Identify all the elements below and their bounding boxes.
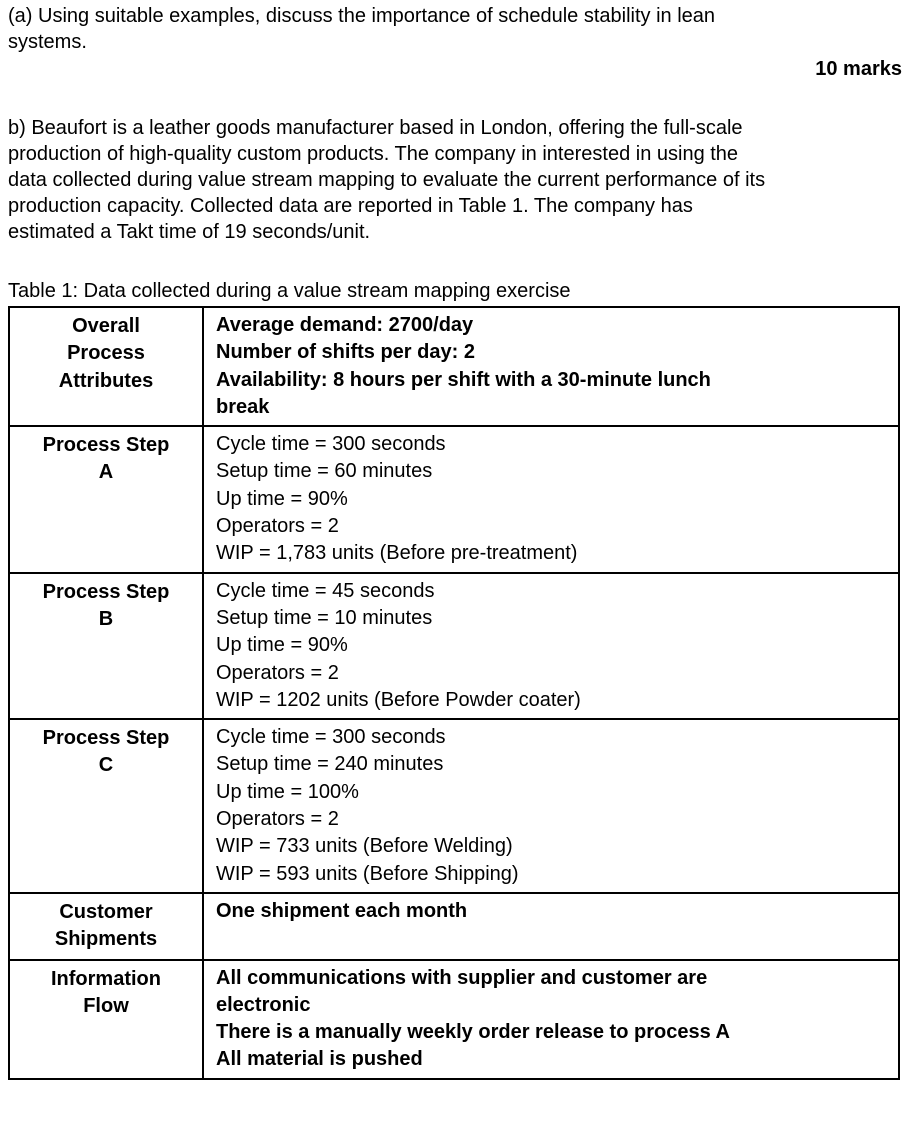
detail-line: All material is pushed [216, 1048, 423, 1071]
detail-line: All communications with supplier and customer are [216, 966, 708, 989]
row-details [203, 307, 899, 426]
detail-line: Setup time = 240 minutes [216, 753, 444, 776]
detail-line: Operators = 2 [216, 661, 339, 684]
detail-line: WIP = 593 units (Before Shipping) [216, 862, 519, 885]
table-caption: Table 1: Data collected during a value stream mapping exercise [8, 280, 571, 302]
data-table [8, 306, 900, 1080]
detail-line: Operators = 2 [216, 808, 339, 831]
detail-line: WIP = 733 units (Before Welding) [216, 835, 513, 858]
row-label [9, 719, 203, 893]
label-line: Process Step [42, 727, 170, 750]
label-line: Customer [59, 900, 153, 923]
row-details [203, 426, 899, 572]
row-label [9, 426, 203, 572]
detail-line: Up time = 100% [216, 780, 359, 803]
detail-line: Availability: 8 hours per shift with a 30-minute lunch [216, 368, 711, 391]
detail-line: Setup time = 60 minutes [216, 460, 433, 483]
question-b [8, 115, 902, 245]
detail-line: break [216, 395, 270, 418]
table-row-step-c [9, 719, 899, 893]
question-a-line: systems. [8, 31, 87, 53]
row-label [9, 893, 203, 960]
detail-line: Up time = 90% [216, 487, 348, 510]
question-b-line: b) Beaufort is a leather goods manufacturer based in London, offering the full-scale [8, 117, 743, 139]
label-line: Information [51, 967, 161, 990]
detail-line: electronic [216, 993, 311, 1016]
detail-line: Operators = 2 [216, 515, 339, 538]
row-details [203, 719, 899, 893]
label-line: Shipments [54, 928, 158, 951]
row-label [9, 307, 203, 426]
row-details [203, 960, 899, 1079]
label-line: Process [67, 342, 145, 365]
table-row-information-flow [9, 960, 899, 1079]
row-label [9, 960, 203, 1079]
label-line: Process Step [42, 580, 170, 603]
detail-line: Setup time = 10 minutes [216, 606, 433, 629]
detail-line: Number of shifts per day: 2 [216, 341, 475, 364]
detail-line: Cycle time = 300 seconds [216, 433, 446, 456]
question-b-line: estimated a Takt time of 19 seconds/unit. [8, 221, 371, 243]
detail-line: Up time = 90% [216, 634, 348, 657]
marks-label: 10 marks [815, 58, 902, 80]
detail-line: One shipment each month [216, 899, 468, 922]
label-line: Overall [72, 315, 140, 337]
row-details [203, 573, 899, 719]
detail-line: Cycle time = 300 seconds [216, 726, 446, 749]
table-row-step-b [9, 573, 899, 719]
question-b-line: production capacity. Collected data are reported in Table 1. The company has [8, 195, 693, 217]
question-b-line: production of high-quality custom products. The company in interested in using the [8, 143, 739, 165]
table-row-step-a [9, 426, 899, 572]
label-line: Attributes [58, 369, 154, 392]
question-a-line: (a) Using suitable examples, discuss the importance of schedule stability in lean [8, 5, 716, 27]
detail-line: WIP = 1,783 units (Before pre-treatment) [216, 542, 578, 565]
detail-line: There is a manually weekly order release to process A [216, 1021, 730, 1044]
question-a [8, 3, 902, 55]
detail-line: WIP = 1202 units (Before Powder coater) [216, 688, 581, 711]
label-line: B [98, 607, 114, 630]
label-line: Process Step [42, 434, 170, 457]
row-details [203, 893, 899, 960]
question-b-line: data collected during value stream mapping to evaluate the current performance of its [8, 169, 766, 191]
detail-line: Average demand: 2700/day [216, 314, 474, 336]
detail-line: Cycle time = 45 seconds [216, 579, 435, 602]
label-line: Flow [83, 994, 129, 1017]
label-line: C [98, 754, 114, 777]
table-row-shipments [9, 893, 899, 960]
row-label [9, 573, 203, 719]
table-row-overall [9, 307, 899, 426]
label-line: A [98, 461, 114, 484]
